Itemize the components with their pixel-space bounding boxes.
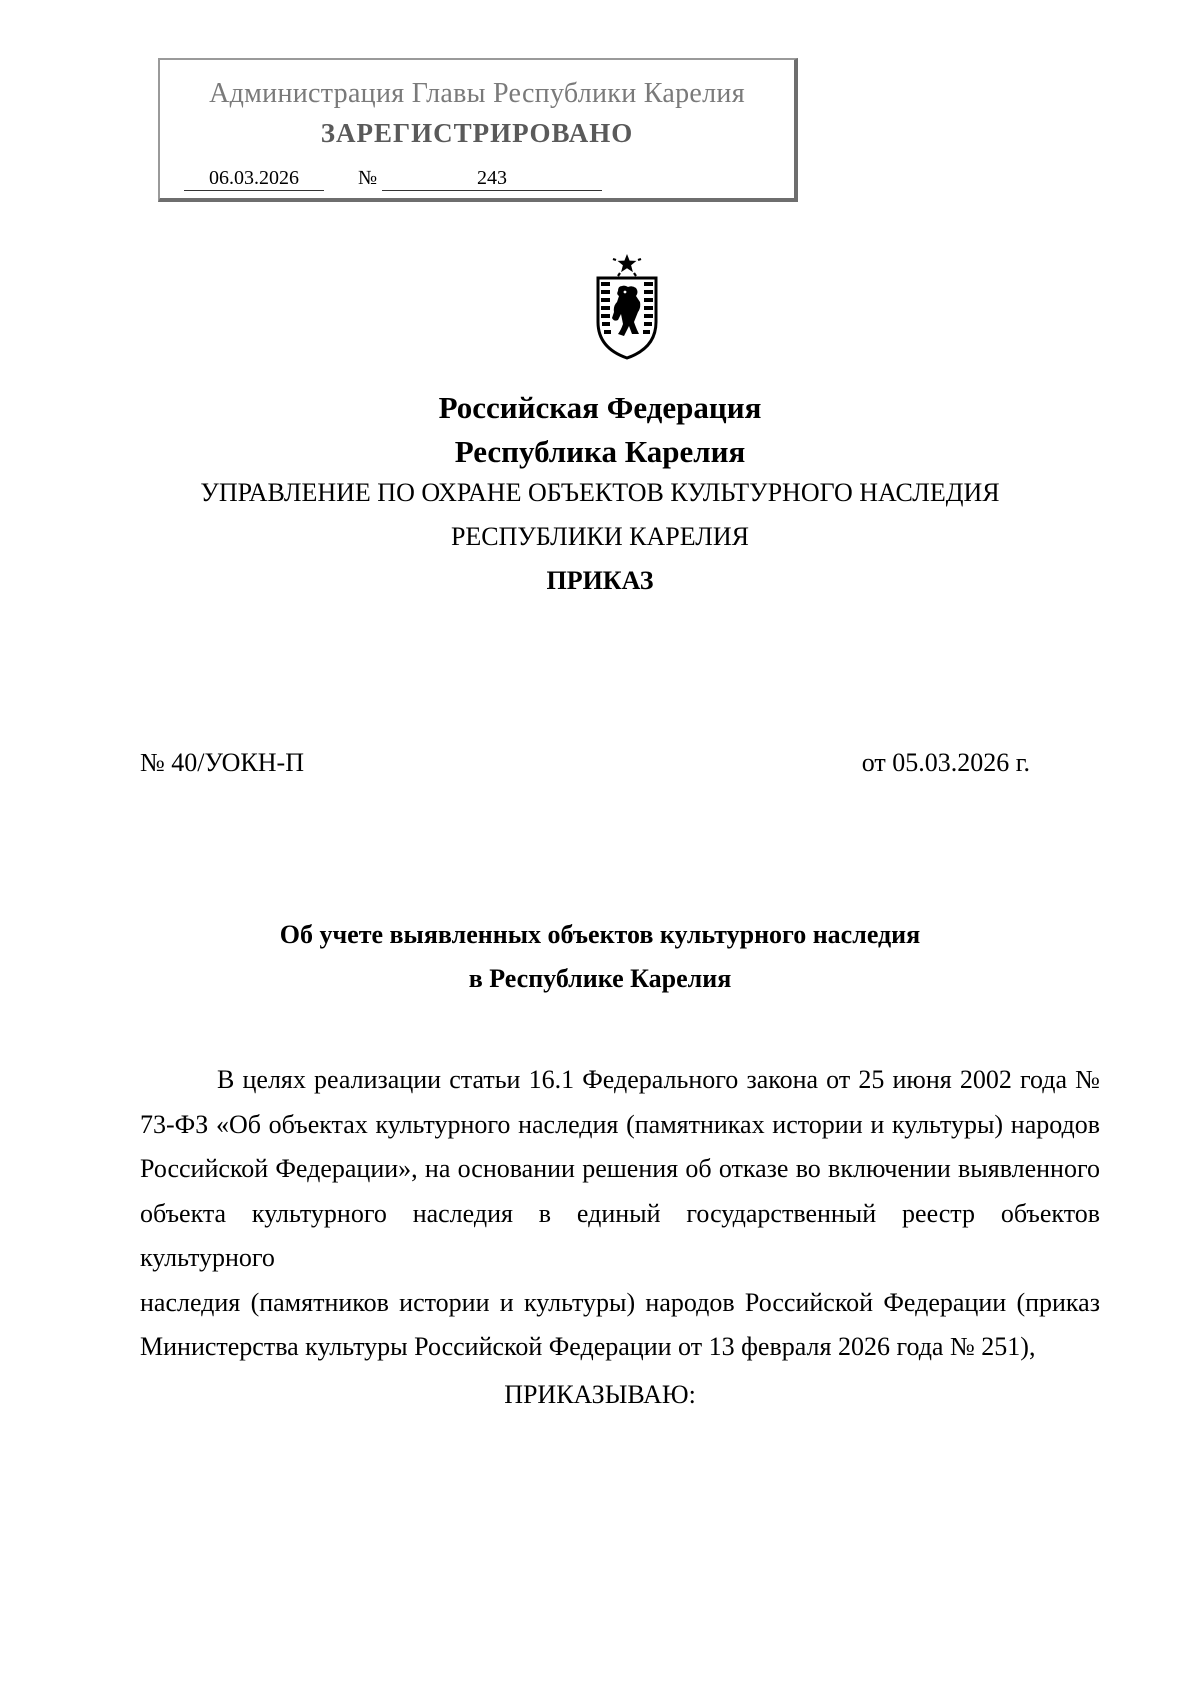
subject-line1: Об учете выявленных объектов культурного наследия [279, 920, 921, 949]
document-number: № 40/УОКН-П [140, 748, 304, 777]
body-line: 73-ФЗ «Об объектах культурного наследия (памятниках истории и культуры) народов [140, 1109, 1100, 1139]
header-department-line2: РЕСПУБЛИКИ КАРЕЛИЯ [450, 522, 750, 551]
stamp-status: ЗАРЕГИСТРИРОВАНО [320, 118, 634, 148]
body-line: В целях реализации статьи 16.1 Федерального закона от 25 июня 2002 года № [217, 1065, 1100, 1094]
body-line: наследия (памятников истории и культуры) народов Российской Федерации (приказ [140, 1287, 1100, 1317]
header-republic: Республика Карелия [454, 434, 746, 469]
body-line: Российской Федерации», на основании решения об отказе во включении выявленного [140, 1154, 1100, 1183]
karelia-coat-of-arms-icon [584, 252, 670, 362]
body-line: объекта культурного наследия в единый государственный реестр объектов культурного [140, 1198, 1100, 1272]
registration-stamp [158, 58, 798, 202]
body-paragraph [140, 1058, 1100, 1370]
body-line: Министерства культуры Российской Федерации от 13 февраля 2026 года № 251), [140, 1332, 1036, 1361]
stamp-organization: Администрация Главы Республики Карелия [209, 78, 745, 109]
header-doc-type: ПРИКАЗ [546, 566, 654, 595]
subject-line2: в Республике Карелия [468, 964, 732, 993]
stamp-date: 06.03.2026 [184, 166, 324, 191]
stamp-number: 243 [382, 166, 602, 191]
document-date: от 05.03.2026 г. [861, 748, 1030, 777]
header-country: Российская Федерация [438, 390, 762, 425]
header-department-line1: УПРАВЛЕНИЕ ПО ОХРАНЕ ОБЪЕКТОВ КУЛЬТУРНОГО НАСЛЕДИЯ [200, 478, 1000, 507]
order-word: ПРИКАЗЫВАЮ: [504, 1380, 696, 1409]
stamp-number-label: № [358, 167, 378, 189]
